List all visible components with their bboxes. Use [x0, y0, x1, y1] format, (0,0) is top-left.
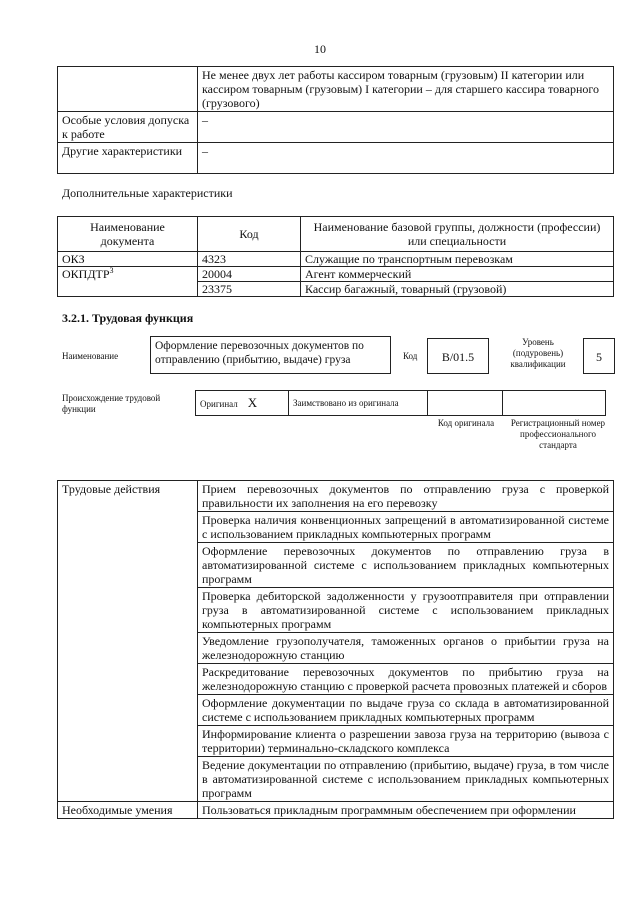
table-cell: 20004 — [198, 267, 301, 282]
list-item: Проверка дебиторской задолженности у грузоотправителя при отправлении груза в автоматизированной системе с использованием прикладных компьютерных программ — [198, 588, 614, 633]
table-cell — [58, 67, 198, 112]
list-item: Уведомление грузополучателя, таможенных органов о прибытии груза на железнодорожную станцию — [198, 633, 614, 664]
reg-number-cell — [503, 391, 606, 416]
list-item: Оформление документации по выдаче груза со склада в автоматизированной системе с использованием прикладных компьютерных программ — [198, 695, 614, 726]
table-row — [58, 252, 614, 267]
footnote-mark: 3 — [109, 266, 114, 275]
column-header: Код — [198, 217, 301, 252]
function-title: 3.2.1. Трудовая функция — [62, 311, 194, 325]
code-original-cell — [428, 391, 503, 416]
doc-name: ОКПДТР — [62, 267, 110, 281]
table-cell: – — [198, 143, 614, 174]
name-value: Оформление перевозочных документов по отправлению (прибытию, выдаче) груза — [150, 336, 391, 374]
table-cell: Особые условия допуска к работе — [58, 112, 198, 143]
column-header: Наименование документа — [58, 217, 198, 252]
original-label: Оригинал — [200, 398, 238, 409]
list-item: Оформление перевозочных документов по отправлению груза в автоматизированной системе с использованием прикладных компьютерных программ — [198, 543, 614, 588]
actions-label: Трудовые действия — [58, 481, 198, 802]
code-original-label: Код оригинала — [437, 418, 495, 428]
borrowed-cell: Заимствовано из оригинала — [289, 391, 428, 416]
list-item: Раскредитование перевозочных документов по прибытию груза на железнодорожную станцию с проверкой расчета провозных платежей и сборов — [198, 664, 614, 695]
doc-name: ОКЗ — [62, 252, 85, 266]
table-row — [58, 267, 614, 282]
code-value: В/01.5 — [427, 338, 489, 374]
column-header: Наименование базовой группы, должности (профессии) или специальности — [301, 217, 614, 252]
level-label: Уровень (подуровень) квалификации — [510, 337, 566, 369]
actions-table — [57, 480, 614, 819]
table-row — [196, 391, 606, 416]
level-value: 5 — [583, 338, 615, 374]
list-item: Пользоваться прикладным программным обеспечением при оформлении — [198, 802, 614, 819]
original-mark: X — [247, 394, 258, 410]
list-item: Проверка наличия конвенционных запрещений в автоматизированной системе с использованием прикладных компьютерных программ — [198, 512, 614, 543]
table-cell — [58, 252, 198, 267]
origin-label: Происхождение трудовой функции — [62, 393, 161, 414]
list-item: Информирование клиента о разрешении завоза груза на территорию (вывоза с территории) терминально-складского комплекса — [198, 726, 614, 757]
table-row — [58, 143, 614, 174]
table-row — [58, 802, 614, 819]
list-item: Ведение документации по отправлению (прибытию, выдаче) груза, в том числе в автоматизированной системе с использованием прикладных компьютерных программ — [198, 757, 614, 802]
table-row — [58, 112, 614, 143]
section-title: Дополнительные характеристики — [62, 186, 233, 200]
table-row — [58, 481, 614, 512]
requirements-table — [57, 66, 614, 174]
name-label: Наименование — [62, 351, 119, 361]
page-number: 10 — [314, 42, 326, 56]
table-cell: 4323 — [198, 252, 301, 267]
table-cell: Агент коммерческий — [301, 267, 614, 282]
table-cell: 23375 — [198, 282, 301, 297]
list-item: Прием перевозочных документов по отправлению груза с проверкой правильности их заполнения на его перевозку — [198, 481, 614, 512]
table-cell: Кассир багажный, товарный (грузовой) — [301, 282, 614, 297]
table-cell: Служащие по транспортным перевозкам — [301, 252, 614, 267]
code-label: Код — [403, 351, 418, 361]
table-row — [58, 67, 614, 112]
table-header-row — [58, 217, 614, 252]
table-cell: – — [198, 112, 614, 143]
skills-label: Необходимые умения — [58, 802, 198, 819]
origin-table — [195, 390, 606, 416]
additional-table — [57, 216, 614, 297]
original-cell — [196, 391, 289, 416]
table-cell: Другие характеристики — [58, 143, 198, 174]
reg-number-label: Регистрационный номер профессионального стандарта — [510, 418, 606, 450]
table-cell — [58, 267, 198, 297]
table-cell: Не менее двух лет работы кассиром товарным (грузовым) II категории или кассиром товарным (грузовым) I категории – для старшего кассира товарного (грузового) — [198, 67, 614, 112]
